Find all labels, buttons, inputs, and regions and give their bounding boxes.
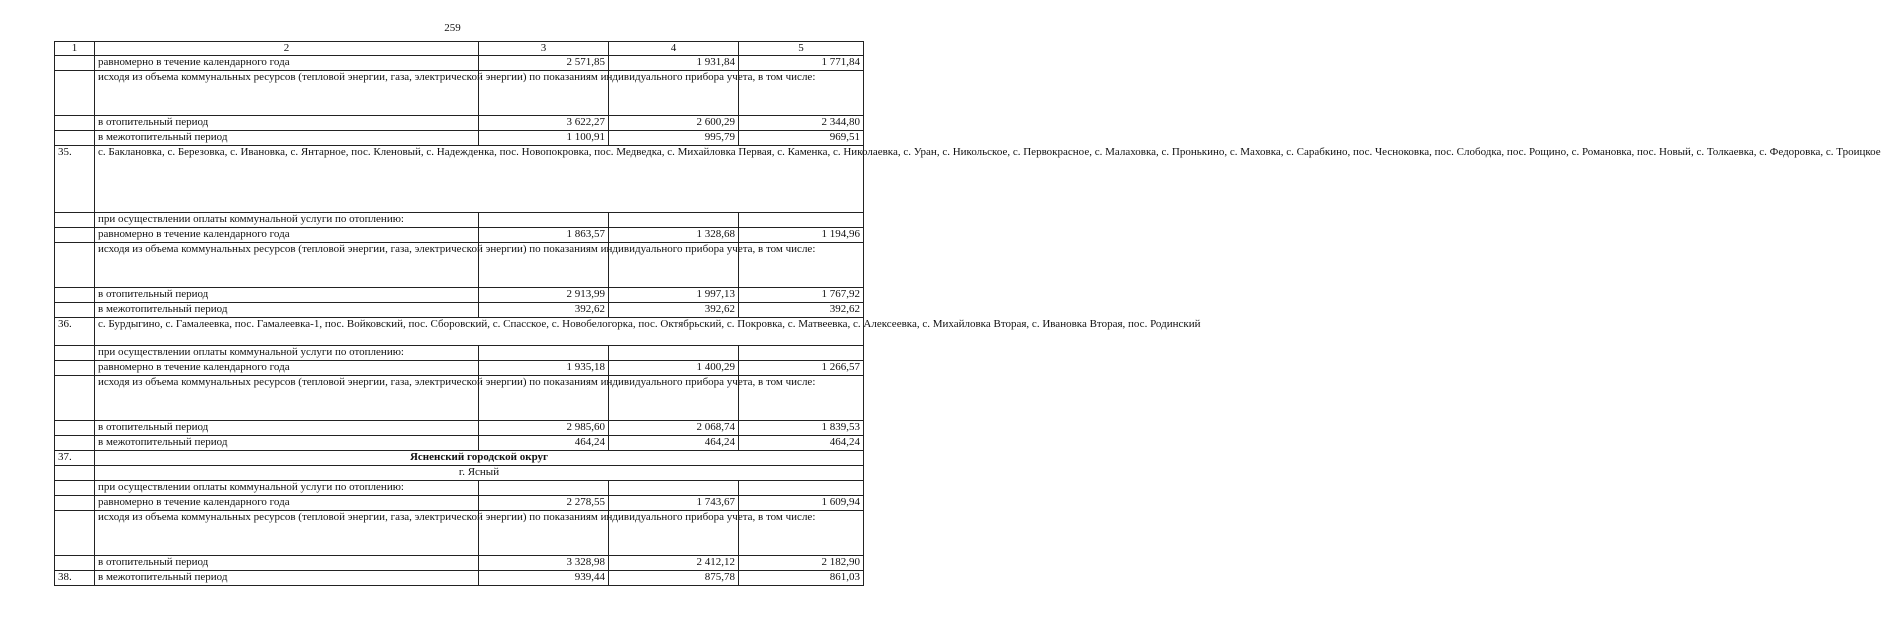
table-row (55, 213, 864, 228)
row-value: 2 412,12 (609, 556, 739, 571)
row-value: 2 913,99 (479, 288, 609, 303)
row-label: при осуществлении оплаты коммунальной услуги по отоплению: (95, 213, 479, 228)
table-row (55, 571, 864, 586)
row-label: в межотопительный период (95, 303, 479, 318)
row-value (609, 481, 739, 496)
row-label: исходя из объема коммунальных ресурсов (тепловой энергии, газа, электрической энергии) по показаниям индивидуального прибора учета, в том числе: (95, 511, 479, 556)
row-value: 1 100,91 (479, 131, 609, 146)
row-value (609, 213, 739, 228)
settlement-row (55, 466, 864, 481)
row-value: 1 839,53 (739, 421, 864, 436)
row-number (55, 56, 95, 71)
row-value: 2 278,55 (479, 496, 609, 511)
row-value (739, 213, 864, 228)
row-value: 1 931,84 (609, 56, 739, 71)
row-number (55, 131, 95, 146)
row-label: исходя из объема коммунальных ресурсов (тепловой энергии, газа, электрической энергии) по показаниям индивидуального прибора учета, в том числе: (95, 376, 479, 421)
row-value: 2 344,80 (739, 116, 864, 131)
table-row (55, 346, 864, 361)
row-number (55, 496, 95, 511)
settlement-row (55, 146, 864, 213)
row-number (55, 228, 95, 243)
row-value: 2 182,90 (739, 556, 864, 571)
row-label: в межотопительный период (95, 571, 479, 586)
row-value: 464,24 (479, 436, 609, 451)
row-value: 1 935,18 (479, 361, 609, 376)
row-label: исходя из объема коммунальных ресурсов (тепловой энергии, газа, электрической энергии) по показаниям индивидуального прибора учета, в том числе: (95, 243, 479, 288)
table-row (55, 436, 864, 451)
table-row (55, 481, 864, 496)
row-label: равномерно в течение календарного года (95, 361, 479, 376)
column-header-row (55, 42, 864, 56)
page-number: 259 (444, 22, 461, 34)
row-value: 1 767,92 (739, 288, 864, 303)
row-value: 3 328,98 (479, 556, 609, 571)
table-row (55, 131, 864, 146)
row-label: в отопительный период (95, 421, 479, 436)
row-number (55, 511, 95, 556)
row-label: в отопительный период (95, 556, 479, 571)
row-number (55, 556, 95, 571)
row-value: 392,62 (609, 303, 739, 318)
row-value: 392,62 (739, 303, 864, 318)
table-row (55, 71, 864, 116)
settlement-list: с. Баклановка, с. Березовка, с. Ивановка, с. Янтарное, пос. Кленовый, с. Надежденка, пос. Новопокровка, пос. Медведка, с. Михайловка Первая, с. Каменка, с. Николаевка, с. Уран, с. Никольское, с. Первокрасное, с. Малаховка, с. Пронькино, с. Маховка, с. Сарабкино, пос. Чесноковка, пос. Слободка, пос. Рощино, с. Романовка, пос. Новый, с. Толкаевка, с. Федоровка, с. Троицкое (95, 146, 864, 213)
column-header: 1 (55, 42, 95, 56)
row-number (55, 466, 95, 481)
row-value: 875,78 (609, 571, 739, 586)
row-value: 1 266,57 (739, 361, 864, 376)
row-value: 939,44 (479, 571, 609, 586)
row-value (609, 346, 739, 361)
table-row (55, 303, 864, 318)
row-value: 2 600,29 (609, 116, 739, 131)
table-row (55, 56, 864, 71)
row-value: 1 863,57 (479, 228, 609, 243)
row-value (739, 346, 864, 361)
table-row (55, 511, 864, 556)
settlement-row (55, 318, 864, 346)
row-value (479, 213, 609, 228)
row-number: 37. (55, 451, 95, 466)
row-number (55, 481, 95, 496)
row-label: равномерно в течение календарного года (95, 228, 479, 243)
row-value: 392,62 (479, 303, 609, 318)
row-value: 1 194,96 (739, 228, 864, 243)
row-value: 2 985,60 (479, 421, 609, 436)
row-number (55, 116, 95, 131)
row-label: в межотопительный период (95, 436, 479, 451)
row-number: 35. (55, 146, 95, 213)
column-header: 5 (739, 42, 864, 56)
table-row (55, 361, 864, 376)
row-value: 1 743,67 (609, 496, 739, 511)
row-number (55, 376, 95, 421)
row-label: при осуществлении оплаты коммунальной услуги по отоплению: (95, 346, 479, 361)
row-label: в межотопительный период (95, 131, 479, 146)
row-label: в отопительный период (95, 116, 479, 131)
row-number (55, 361, 95, 376)
row-label: в отопительный период (95, 288, 479, 303)
settlement-row (55, 451, 864, 466)
row-value: 969,51 (739, 131, 864, 146)
row-number (55, 346, 95, 361)
table-row (55, 376, 864, 421)
table-row (55, 116, 864, 131)
row-value (479, 346, 609, 361)
row-value: 1 328,68 (609, 228, 739, 243)
row-label: при осуществлении оплаты коммунальной услуги по отоплению: (95, 481, 479, 496)
settlement-list: г. Ясный (95, 466, 864, 481)
row-value: 1 997,13 (609, 288, 739, 303)
table-row (55, 496, 864, 511)
row-number (55, 288, 95, 303)
row-value: 464,24 (739, 436, 864, 451)
row-value: 1 771,84 (739, 56, 864, 71)
row-label: равномерно в течение календарного года (95, 56, 479, 71)
column-header: 4 (609, 42, 739, 56)
settlement-list: с. Бурдыгино, с. Гамалеевка, пос. Гамалеевка-1, пос. Войковский, пос. Сборовский, с. Спасское, с. Новобелогорка, пос. Октябрьский, с. Покровка, с. Матвеевка, с. Алексеевка, с. Михайловка Вторая, с. Ивановка Вторая, пос. Родинский (95, 318, 864, 346)
row-value: 3 622,27 (479, 116, 609, 131)
table-row (55, 243, 864, 288)
table-row (55, 288, 864, 303)
row-number: 36. (55, 318, 95, 346)
row-value: 861,03 (739, 571, 864, 586)
row-value: 464,24 (609, 436, 739, 451)
row-number (55, 303, 95, 318)
tariff-table (54, 41, 1881, 586)
row-number (55, 436, 95, 451)
row-number: 38. (55, 571, 95, 586)
row-number (55, 421, 95, 436)
settlement-list: Ясненский городской округ (95, 451, 864, 466)
row-value: 995,79 (609, 131, 739, 146)
table-row (55, 228, 864, 243)
row-label: исходя из объема коммунальных ресурсов (тепловой энергии, газа, электрической энергии) по показаниям индивидуального прибора учета, в том числе: (95, 71, 479, 116)
row-value (479, 481, 609, 496)
row-value: 1 400,29 (609, 361, 739, 376)
row-number (55, 71, 95, 116)
row-number (55, 213, 95, 228)
table-row (55, 556, 864, 571)
row-value: 2 571,85 (479, 56, 609, 71)
row-value (739, 481, 864, 496)
row-value: 2 068,74 (609, 421, 739, 436)
row-label: равномерно в течение календарного года (95, 496, 479, 511)
table-row (55, 421, 864, 436)
column-header: 3 (479, 42, 609, 56)
column-header: 2 (95, 42, 479, 56)
row-number (55, 243, 95, 288)
row-value: 1 609,94 (739, 496, 864, 511)
